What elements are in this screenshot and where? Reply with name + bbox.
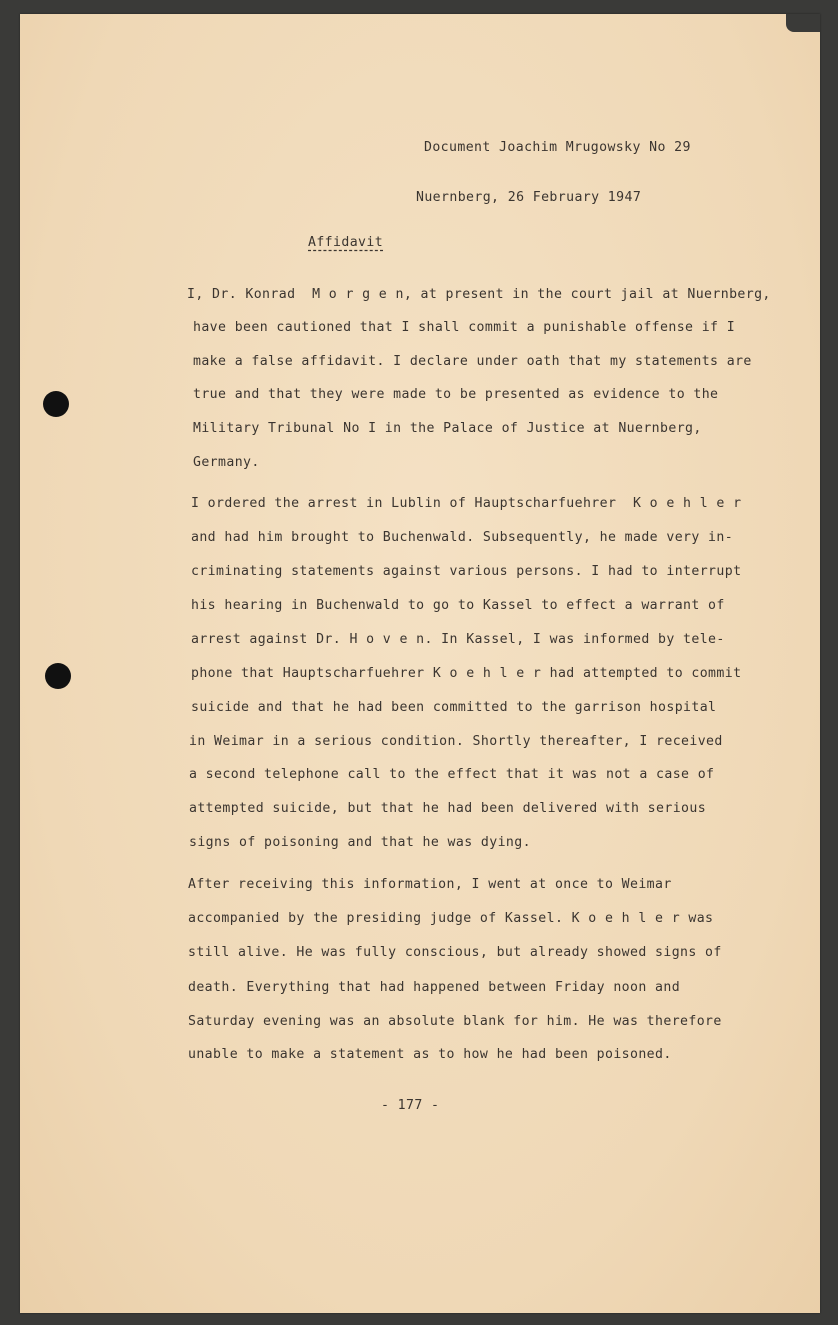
text-line: have been cautioned that I shall commit a punishable offense if I xyxy=(193,320,736,335)
punch-hole-bottom xyxy=(45,663,71,689)
page-number: - 177 - xyxy=(381,1098,440,1113)
document-title: Affidavit xyxy=(308,235,384,250)
text-line: Germany. xyxy=(193,455,260,470)
text-line: Military Tribunal No I in the Palace of Justice at Nuernberg, xyxy=(193,421,702,436)
text-line: death. Everything that had happened between Friday noon and xyxy=(188,980,681,995)
text-line: Saturday evening was an absolute blank for him. He was therefore xyxy=(188,1014,722,1029)
text-line: arrest against Dr. H o v e n. In Kassel, I was informed by tele- xyxy=(191,632,725,647)
text-line: I, Dr. Konrad M o r g e n, at present in the court jail at Nuernberg, xyxy=(187,287,771,302)
text-line: suicide and that he had been committed to the garrison hospital xyxy=(191,700,717,715)
punch-hole-top xyxy=(43,391,69,417)
text-line: still alive. He was fully conscious, but already showed signs of xyxy=(188,945,722,960)
document-reference: Document Joachim Mrugowsky No 29 xyxy=(424,140,691,155)
text-line: and had him brought to Buchenwald. Subsequently, he made very in- xyxy=(191,530,734,545)
text-line: make a false affidavit. I declare under oath that my statements are xyxy=(193,354,752,369)
text-line: his hearing in Buchenwald to go to Kassel to effect a warrant of xyxy=(191,598,725,613)
place-and-date: Nuernberg, 26 February 1947 xyxy=(416,190,642,205)
torn-corner xyxy=(786,14,820,32)
text-line: attempted suicide, but that he had been delivered with serious xyxy=(189,801,707,816)
text-line: true and that they were made to be presented as evidence to the xyxy=(193,387,719,402)
text-line: in Weimar in a serious condition. Shortly thereafter, I received xyxy=(189,734,723,749)
text-line: phone that Hauptscharfuehrer K o e h l e r had attempted to commit xyxy=(191,666,742,681)
text-line: unable to make a statement as to how he had been poisoned. xyxy=(188,1047,672,1062)
text-line: signs of poisoning and that he was dying. xyxy=(189,835,531,850)
text-line: accompanied by the presiding judge of Kassel. K o e h l e r was xyxy=(188,911,714,926)
text-line: I ordered the arrest in Lublin of Hauptscharfuehrer K o e h l e r xyxy=(191,496,742,511)
text-line: a second telephone call to the effect that it was not a case of xyxy=(189,767,715,782)
paper-sheet xyxy=(20,14,820,1313)
text-line: After receiving this information, I went at once to Weimar xyxy=(188,877,672,892)
text-line: criminating statements against various persons. I had to interrupt xyxy=(191,564,742,579)
